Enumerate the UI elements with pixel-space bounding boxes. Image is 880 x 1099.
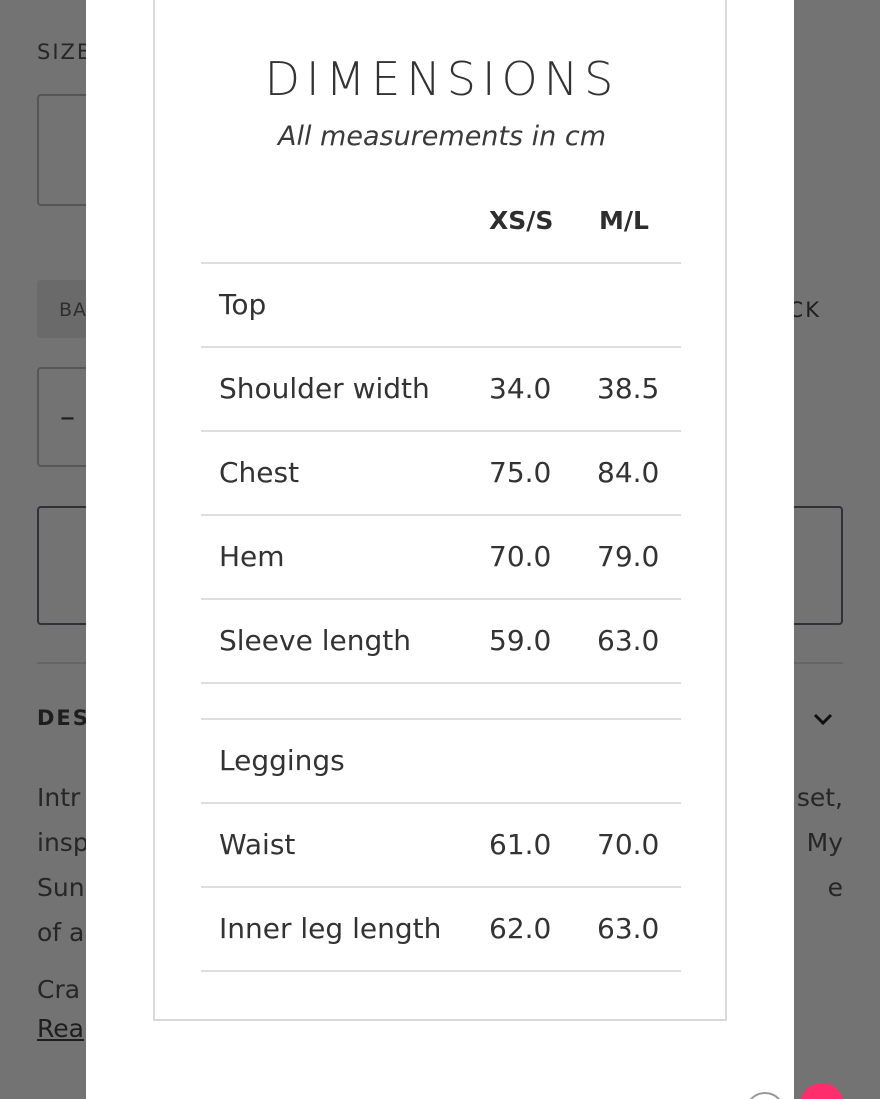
row-label: Shoulder width [219, 372, 430, 405]
dimensions-card [153, 0, 727, 1021]
table-bottom-rule [201, 970, 681, 972]
xs-s-value: 34.0 [489, 372, 552, 405]
row-label: Sleeve length [219, 624, 411, 657]
table-row [201, 430, 681, 514]
row-label: Chest [219, 456, 300, 489]
m-l-value: 70.0 [597, 828, 660, 861]
xs-s-value: 61.0 [489, 828, 552, 861]
m-l-value: 79.0 [597, 540, 660, 573]
table-row [201, 346, 681, 430]
table-row [201, 802, 681, 886]
xs-s-value: 59.0 [489, 624, 552, 657]
dimensions-title: DIMENSIONS [264, 52, 620, 106]
m-l-value: 84.0 [597, 456, 660, 489]
xs-s-value: 75.0 [489, 456, 552, 489]
section-header-top [201, 262, 681, 346]
row-label: Waist [219, 828, 296, 861]
section-spacer [201, 682, 681, 718]
m-l-value: 38.5 [597, 372, 660, 405]
xs-s-value: 62.0 [489, 912, 552, 945]
xs-s-value: 70.0 [489, 540, 552, 573]
row-label: Hem [219, 540, 285, 573]
section-header-leggings [201, 718, 681, 802]
m-l-value: 63.0 [597, 912, 660, 945]
m-l-value: 63.0 [597, 624, 660, 657]
size-guide-modal [86, 0, 794, 1099]
table-row [201, 514, 681, 598]
table-row [201, 886, 681, 970]
section-label: Top [219, 288, 267, 321]
row-label: Inner leg length [219, 912, 442, 945]
column-header-m-l: M/L [599, 206, 649, 235]
measurement-unit-note: All measurements in cm [277, 121, 606, 152]
section-label: Leggings [219, 744, 345, 777]
column-header-xs-s: XS/S [489, 206, 554, 235]
table-row [201, 598, 681, 682]
dimensions-table [201, 262, 681, 972]
